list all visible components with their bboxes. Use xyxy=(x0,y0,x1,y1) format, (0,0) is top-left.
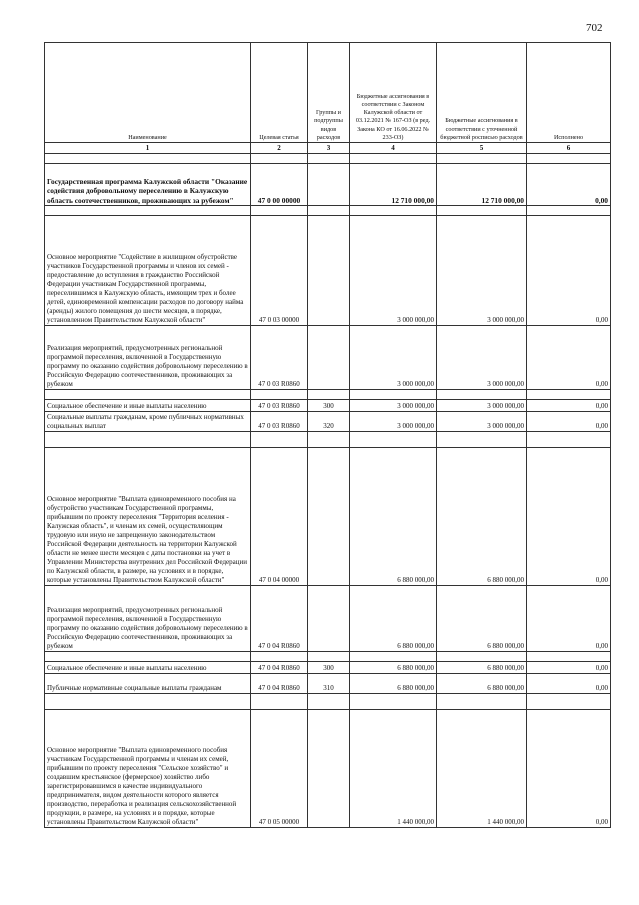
row-refined-amount: 6 880 000,00 xyxy=(437,662,527,674)
table-row xyxy=(45,674,611,694)
spacer-row xyxy=(45,432,611,448)
row-refined-amount: 3 000 000,00 xyxy=(437,326,527,390)
row-refined-amount: 3 000 000,00 xyxy=(437,400,527,412)
row-group xyxy=(308,216,350,326)
row-target-code: 47 0 04 R0860 xyxy=(251,662,308,674)
row-law-amount: 3 000 000,00 xyxy=(350,412,437,432)
column-number: 5 xyxy=(437,143,527,154)
row-target-code: 47 0 04 00000 xyxy=(251,448,308,586)
row-target-code: 47 0 05 00000 xyxy=(251,710,308,828)
header-groups: Группы и подгруппы видов расходов xyxy=(308,43,350,143)
row-target-code: 47 0 03 R0860 xyxy=(251,326,308,390)
row-target-code: 47 0 00 00000 xyxy=(251,164,308,206)
table-row xyxy=(45,412,611,432)
page-number: 702 xyxy=(586,22,603,34)
row-executed-amount: 0,00 xyxy=(527,586,611,652)
row-law-amount: 6 880 000,00 xyxy=(350,674,437,694)
row-group xyxy=(308,710,350,828)
table-row xyxy=(45,326,611,390)
row-target-code: 47 0 03 R0860 xyxy=(251,412,308,432)
column-number: 2 xyxy=(251,143,308,154)
row-executed-amount: 0,00 xyxy=(527,412,611,432)
row-name: Основное мероприятие "Выплата единовременного пособия на обустройство участникам Государственной программы, прибывшим по проекту переселения "Территория вселения - Калужская область", и членам их семей, осуществляющим трудовую или иную не запрещенную законодательством Российской Федерации деятельность на территории Калужской области не менее шести месяцев с даты постановки на учет в Управлении Министерства внутренних дел Российской Федерации по Калужской области, в размере, на условиях и в порядке, которые установлены Правительством Калужской области" xyxy=(45,448,251,586)
header-law-alloc: Бюджетные ассигнования в соответствии с Законом Калужской области от 03.12.2021 № 167-ОЗ (в ред. Закона КО от 16.06.2022 № 233-ОЗ) xyxy=(350,43,437,143)
row-executed-amount: 0,00 xyxy=(527,400,611,412)
column-number: 3 xyxy=(308,143,350,154)
row-group xyxy=(308,164,350,206)
row-refined-amount: 12 710 000,00 xyxy=(437,164,527,206)
column-number: 4 xyxy=(350,143,437,154)
row-name: Публичные нормативные социальные выплаты гражданам xyxy=(45,674,251,694)
header-name: Наименование xyxy=(45,43,251,143)
row-target-code: 47 0 03 R0860 xyxy=(251,400,308,412)
header-refined-alloc: Бюджетные ассигнования в соответствии с уточненной бюджетной росписью расходов xyxy=(437,43,527,143)
row-target-code: 47 0 04 R0860 xyxy=(251,586,308,652)
row-law-amount: 3 000 000,00 xyxy=(350,326,437,390)
header-executed: Исполнено xyxy=(527,43,611,143)
row-law-amount: 6 880 000,00 xyxy=(350,662,437,674)
row-group: 310 xyxy=(308,674,350,694)
row-target-code: 47 0 04 R0860 xyxy=(251,674,308,694)
column-number: 6 xyxy=(527,143,611,154)
row-refined-amount: 3 000 000,00 xyxy=(437,216,527,326)
header-target: Целевая статья xyxy=(251,43,308,143)
row-group: 300 xyxy=(308,400,350,412)
spacer-row xyxy=(45,390,611,400)
spacer-row xyxy=(45,206,611,216)
row-refined-amount: 6 880 000,00 xyxy=(437,674,527,694)
row-group: 320 xyxy=(308,412,350,432)
budget-table xyxy=(44,42,611,828)
row-refined-amount: 6 880 000,00 xyxy=(437,448,527,586)
row-name: Социальное обеспечение и иные выплаты населению xyxy=(45,662,251,674)
row-executed-amount: 0,00 xyxy=(527,216,611,326)
row-target-code: 47 0 03 00000 xyxy=(251,216,308,326)
row-name: Социальные выплаты гражданам, кроме публичных нормативных социальных выплат xyxy=(45,412,251,432)
row-executed-amount: 0,00 xyxy=(527,164,611,206)
row-name: Государственная программа Калужской области "Оказание содействия добровольному переселению в Калужскую область соотечественников, проживающих за рубежом" xyxy=(45,164,251,206)
row-executed-amount: 0,00 xyxy=(527,710,611,828)
row-law-amount: 12 710 000,00 xyxy=(350,164,437,206)
row-law-amount: 6 880 000,00 xyxy=(350,448,437,586)
row-group: 300 xyxy=(308,662,350,674)
table-row xyxy=(45,448,611,586)
row-group xyxy=(308,326,350,390)
row-law-amount: 3 000 000,00 xyxy=(350,216,437,326)
table-row xyxy=(45,710,611,828)
row-executed-amount: 0,00 xyxy=(527,674,611,694)
row-law-amount: 6 880 000,00 xyxy=(350,586,437,652)
table-row xyxy=(45,164,611,206)
spacer-row xyxy=(45,154,611,164)
column-number: 1 xyxy=(45,143,251,154)
row-name: Основное мероприятие "Содействие в жилищном обустройстве участников Государственной программы и членов их семей - предоставление до вступления в гражданство Российской Федерации участникам Государственной программы, переселившимся в Калужскую область, имеющим трех и более детей, единовременной компенсации расходов по договору найма (аренды) жилого помещения до шести месяцев, в порядке, установленном Правительством Калужской области" xyxy=(45,216,251,326)
row-refined-amount: 3 000 000,00 xyxy=(437,412,527,432)
table-row xyxy=(45,400,611,412)
row-executed-amount: 0,00 xyxy=(527,326,611,390)
row-refined-amount: 1 440 000,00 xyxy=(437,710,527,828)
table-row xyxy=(45,662,611,674)
row-group xyxy=(308,586,350,652)
row-name: Основное мероприятие "Выплата единовременного пособия участникам Государственной программы и членам их семей, прибывшим по проекту переселения "Сельское хозяйство" и создавшим крестьянское (фермерское) хозяйство либо зарегистрировавшимся в качестве индивидуального предпринимателя, видом деятельности которого является производство, переработка и реализация сельскохозяйственной продукции, в размере, на условиях и в порядке, которые установлены Правительством Калужской области" xyxy=(45,710,251,828)
column-number-row xyxy=(45,143,611,154)
row-executed-amount: 0,00 xyxy=(527,448,611,586)
row-name: Реализация мероприятий, предусмотренных региональной программой переселения, включенной в Государственную программу по оказанию содействия добровольному переселению в Российскую Федерацию соотечественников, проживающих за рубежом xyxy=(45,326,251,390)
row-name: Реализация мероприятий, предусмотренных региональной программой переселения, включенной в Государственную программу по оказанию содействия добровольному переселению в Российскую Федерацию соотечественников, проживающих за рубежом xyxy=(45,586,251,652)
row-law-amount: 3 000 000,00 xyxy=(350,400,437,412)
row-executed-amount: 0,00 xyxy=(527,662,611,674)
row-group xyxy=(308,448,350,586)
spacer-row xyxy=(45,652,611,662)
table-row xyxy=(45,216,611,326)
row-law-amount: 1 440 000,00 xyxy=(350,710,437,828)
table-header-row xyxy=(45,43,611,143)
table-row xyxy=(45,586,611,652)
spacer-row xyxy=(45,694,611,710)
row-name: Социальное обеспечение и иные выплаты населению xyxy=(45,400,251,412)
row-refined-amount: 6 880 000,00 xyxy=(437,586,527,652)
